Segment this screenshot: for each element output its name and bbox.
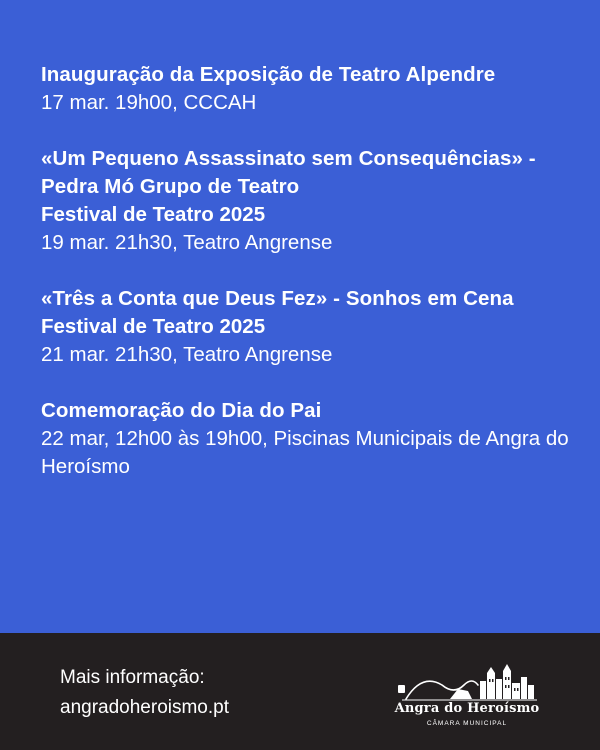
logo-name: Angra do Heroísmo	[394, 701, 540, 716]
footer-bar	[0, 633, 600, 750]
event-subtitle: Festival de Teatro 2025	[41, 203, 266, 226]
event-item	[41, 61, 586, 117]
event-when: 19 mar. 21h30, Teatro Angrense	[41, 231, 333, 254]
city-skyline-icon	[392, 655, 542, 703]
event-item	[41, 285, 586, 369]
event-when: 17 mar. 19h00, CCCAH	[41, 91, 257, 114]
website-link[interactable]: angradoheroismo.pt	[60, 697, 229, 718]
event-item	[41, 145, 586, 257]
logo-subtitle: CÂMARA MUNICIPAL	[426, 720, 508, 727]
event-title: Inauguração da Exposição de Teatro Alpendre	[41, 63, 496, 86]
municipal-logo	[392, 655, 542, 735]
event-when: 22 mar, 12h00 às 19h00, Piscinas Municipais de Angra do Heroísmo	[41, 427, 569, 478]
more-info-label: Mais informação:	[60, 667, 205, 688]
event-item	[41, 397, 586, 481]
event-title: Comemoração do Dia do Pai	[41, 399, 322, 422]
more-info	[60, 663, 229, 723]
event-when: 21 mar. 21h30, Teatro Angrense	[41, 343, 333, 366]
event-title: «Três a Conta que Deus Fez» - Sonhos em Cena	[41, 287, 514, 310]
event-subtitle: Festival de Teatro 2025	[41, 315, 266, 338]
event-list	[41, 61, 586, 509]
event-title: «Um Pequeno Assassinato sem Consequências» - Pedra Mó Grupo de Teatro	[41, 147, 536, 198]
